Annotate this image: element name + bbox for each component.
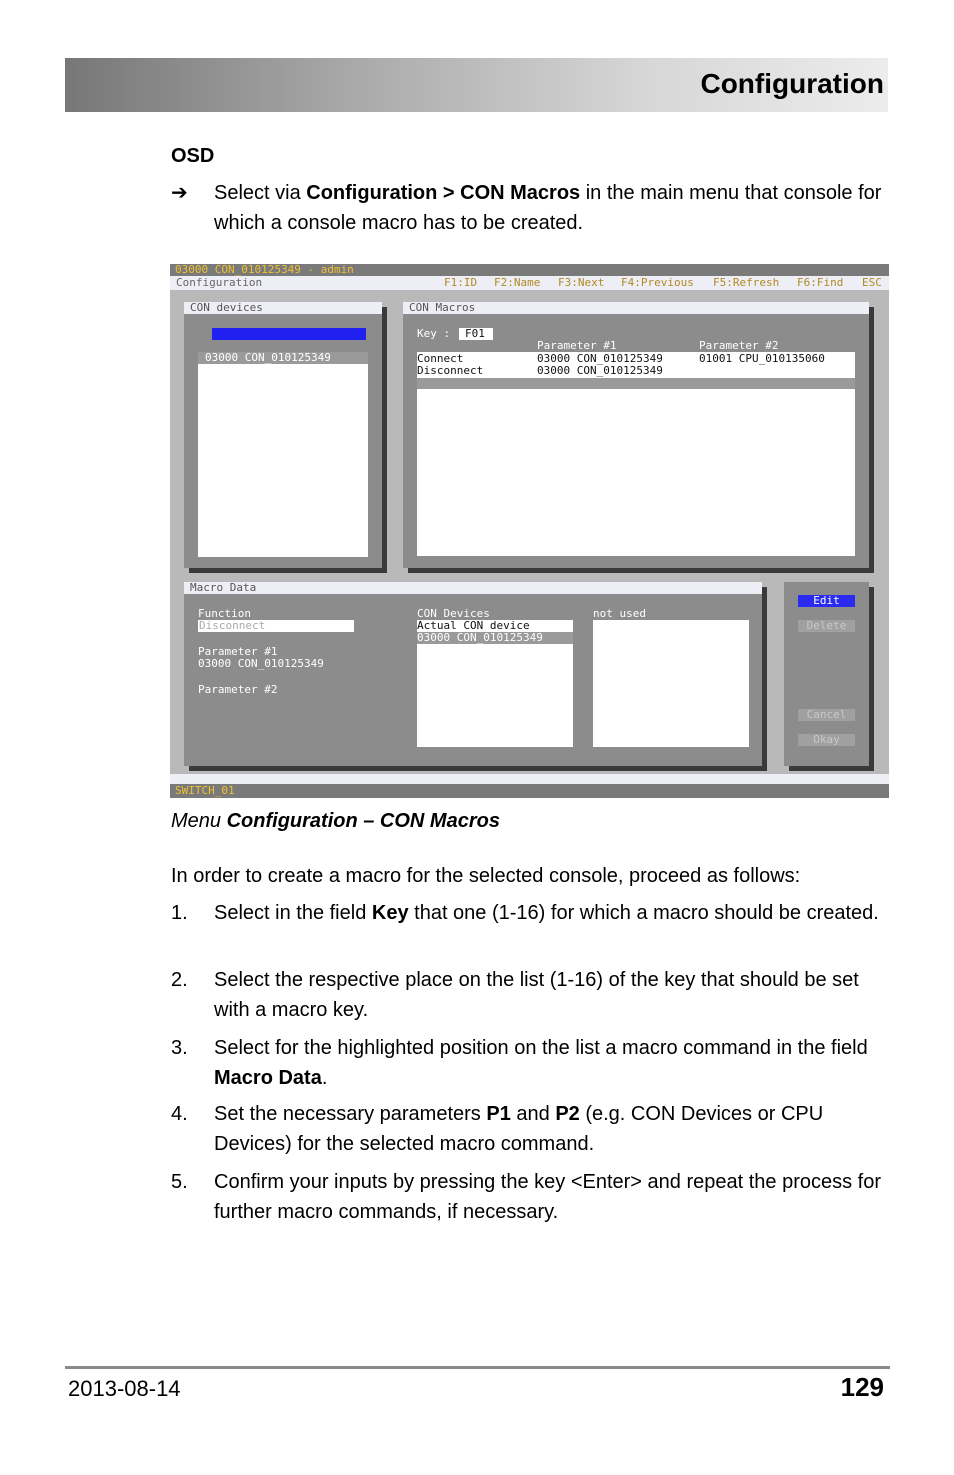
con-devices-label: CON Devices xyxy=(417,607,490,620)
osd-title-bar: 03000 CON_010125349 - admin xyxy=(170,264,889,276)
con-macros-panel xyxy=(403,302,869,568)
body-intro: In order to create a macro for the selected console, proceed as follows: xyxy=(171,865,801,887)
step-1: Select in the field Key that one (1-16) for which a macro should be created. xyxy=(214,902,879,924)
delete-button[interactable]: Delete xyxy=(798,620,855,632)
list-item[interactable]: Actual CON device xyxy=(417,619,530,632)
osd-menu-bar xyxy=(170,276,889,290)
chapter-title: Configuration xyxy=(700,68,884,99)
key-field[interactable]: F01 xyxy=(459,328,493,340)
function-field[interactable]: Disconnect xyxy=(198,620,354,632)
con-devices-search-input[interactable] xyxy=(212,328,366,340)
osd-key-f3[interactable]: F3:Next xyxy=(558,276,605,289)
buttons-panel xyxy=(784,582,869,766)
osd-status-bar xyxy=(170,784,889,798)
osd-key-f1[interactable]: F1:ID xyxy=(444,276,478,289)
param2-label: Parameter #2 xyxy=(198,683,278,696)
param1-label: Parameter #1 xyxy=(198,645,278,658)
step-5: Confirm your inputs by pressing the key <Enter> and repeat the process for further macro commands, if necessary. xyxy=(214,1171,882,1223)
param1-value[interactable]: 03000 CON_010125349 xyxy=(198,657,324,670)
con-devices-list[interactable] xyxy=(198,352,368,557)
step-4: Set the necessary parameters P1 and P2 (e.g. CON Devices or CPU Devices) for the selected macro command. xyxy=(214,1103,824,1155)
con-devices-panel xyxy=(184,302,382,568)
function-label: Function xyxy=(198,607,251,620)
step-number: 1. xyxy=(171,902,188,924)
con-devices-title: CON devices xyxy=(190,301,263,314)
con-macros-title: CON Macros xyxy=(409,301,476,314)
section-label: OSD xyxy=(171,145,215,167)
step-2: Select the respective place on the list (1-16) of the key that should be set with a macro key. xyxy=(214,969,859,1021)
okay-button[interactable]: Okay xyxy=(798,734,855,746)
footer-divider xyxy=(65,1366,890,1369)
step-number: 4. xyxy=(171,1103,188,1125)
not-used-list[interactable] xyxy=(593,620,749,747)
con-devices-select-list[interactable] xyxy=(417,620,573,747)
table-row[interactable]: Connect xyxy=(417,352,464,365)
list-item[interactable]: 03000 CON_010125349 xyxy=(205,351,331,364)
osd-menu-label: Configuration xyxy=(176,276,263,289)
osd-key-f6[interactable]: F6:Find xyxy=(797,276,844,289)
step-3: Select for the highlighted position on the list a macro command in the field Macro Data. xyxy=(214,1037,868,1089)
not-used-label: not used xyxy=(593,607,646,620)
cancel-button[interactable]: Cancel xyxy=(798,709,855,721)
macro-list[interactable]: Connect 03000 CON_010125349 01001 CPU_010135060 Disconnect 03000 CON_010125349 xyxy=(417,352,855,556)
osd-key-f4[interactable]: F4:Previous xyxy=(621,276,694,289)
intro-instruction: Select via Configuration > CON Macros in the main menu that console for which a console macro has to be created. xyxy=(214,182,882,234)
macro-data-panel xyxy=(184,582,762,766)
edit-button[interactable]: Edit xyxy=(798,595,855,607)
osd-screenshot xyxy=(170,264,889,798)
page-number: 129 xyxy=(840,1372,884,1402)
osd-key-f5[interactable]: F5:Refresh xyxy=(713,276,780,289)
figure-caption: Menu Configuration – CON Macros xyxy=(171,810,500,832)
footer-date: 2013-08-14 xyxy=(68,1376,181,1401)
key-label: Key : xyxy=(417,327,451,340)
step-number: 3. xyxy=(171,1037,188,1059)
osd-key-f2[interactable]: F2:Name xyxy=(494,276,541,289)
chapter-header xyxy=(65,58,888,112)
osd-key-esc[interactable]: ESC xyxy=(862,276,882,289)
table-row[interactable]: Disconnect xyxy=(417,364,484,377)
step-number: 2. xyxy=(171,969,188,991)
list-item[interactable]: 03000 CON_010125349 xyxy=(417,631,543,644)
osd-status-text: SWITCH_01 xyxy=(175,784,235,797)
osd-bottom-strip xyxy=(170,774,889,784)
macro-data-title: Macro Data xyxy=(190,581,257,594)
col-param1: Parameter #1 xyxy=(537,339,617,352)
arrow-icon: ➔ xyxy=(171,182,188,204)
col-param2: Parameter #2 xyxy=(699,339,779,352)
step-number: 5. xyxy=(171,1171,188,1193)
